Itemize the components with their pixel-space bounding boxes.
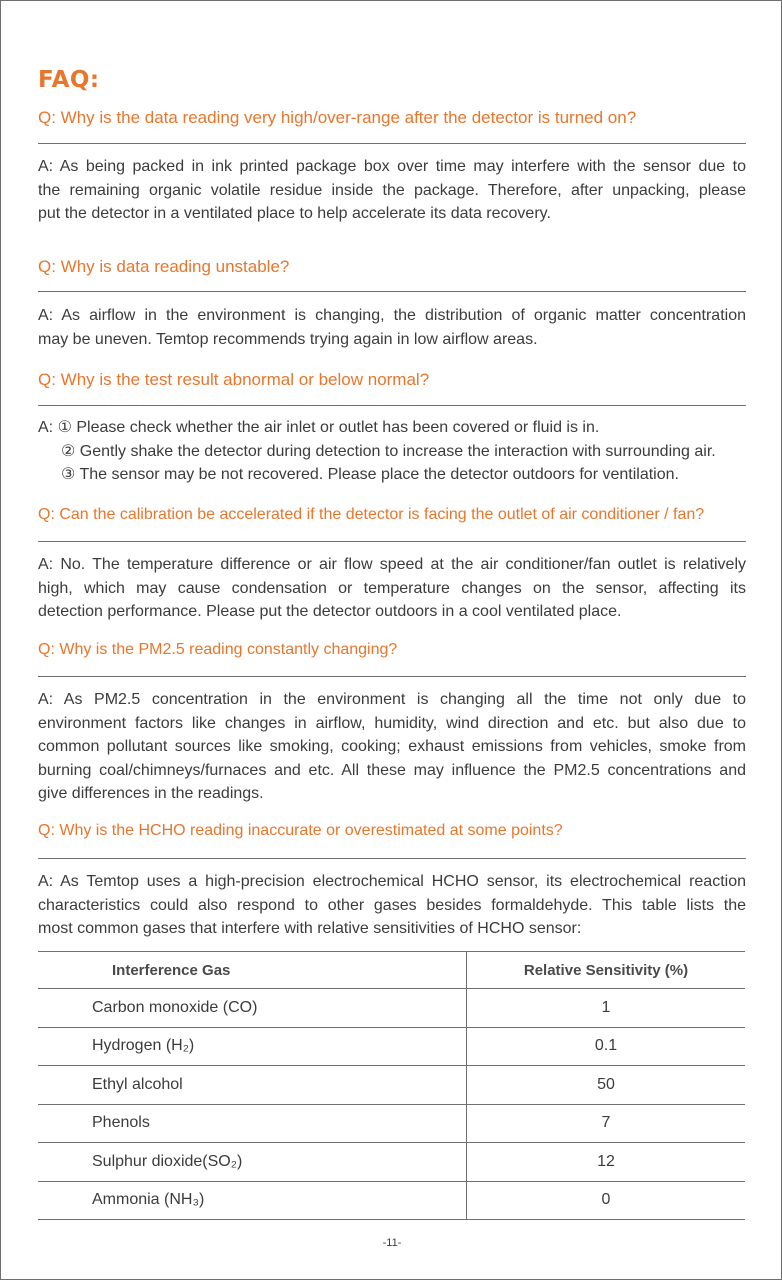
answer-line: characteristics could also respond to other gases besides formaldehyde. This table lists the xyxy=(38,896,746,914)
sensitivity-value: 12 xyxy=(467,1143,746,1182)
gas-name: Ammonia (NH₃) xyxy=(38,1181,467,1220)
faq-question-2: Q: Why is data reading unstable? xyxy=(38,257,290,276)
faq-question-6: Q: Why is the HCHO reading inaccurate or overestimated at some points? xyxy=(38,822,563,839)
sensitivity-value: 0.1 xyxy=(467,1027,746,1066)
answer-line: put the detector in a ventilated place to help accelerate its data recovery. xyxy=(38,205,551,222)
answer-line: A: No. The temperature difference or air flow speed at the air conditioner/fan outlet is relatively xyxy=(38,556,746,573)
faq-answer-4 xyxy=(38,553,746,624)
faq-answer-3 xyxy=(38,416,746,487)
sensitivity-value: 7 xyxy=(467,1104,746,1143)
interference-gas-table xyxy=(38,951,745,1220)
sensitivity-value: 1 xyxy=(467,989,746,1028)
faq-answer-1 xyxy=(38,155,746,226)
gas-name: Ethyl alcohol xyxy=(38,1066,467,1105)
column-header-gas: Interference Gas xyxy=(38,952,467,989)
answer-line: ② Gently shake the detector during detection to increase the interaction with surrounding air. xyxy=(61,442,716,460)
answer-line: environment factors like changes in airflow, humidity, wind direction and etc. but also due to xyxy=(38,714,746,732)
table-header-row xyxy=(38,952,745,989)
divider xyxy=(38,291,746,292)
answer-line: the remaining organic volatile residue inside the package. Therefore, after unpacking, please xyxy=(38,181,746,199)
sensitivity-value: 50 xyxy=(467,1066,746,1105)
faq-question-1: Q: Why is the data reading very high/over-range after the detector is turned on? xyxy=(38,108,637,127)
gas-name: Hydrogen (H₂) xyxy=(38,1027,467,1066)
column-header-sensitivity: Relative Sensitivity (%) xyxy=(467,952,746,989)
answer-line: A: ① Please check whether the air inlet or outlet has been covered or fluid is in. xyxy=(38,419,600,436)
faq-question-4: Q: Can the calibration be accelerated if the detector is facing the outlet of air conditioner / fan? xyxy=(38,506,705,523)
answer-line: A: As being packed in ink printed package box over time may interfere with the sensor due to xyxy=(38,158,746,175)
table-row xyxy=(38,1027,745,1066)
answer-line: A: As airflow in the environment is changing, the distribution of organic matter concentration xyxy=(38,307,746,324)
table-row xyxy=(38,989,745,1028)
table-row xyxy=(38,1181,745,1220)
faq-question-5: Q: Why is the PM2.5 reading constantly changing? xyxy=(38,641,398,658)
faq-answer-5 xyxy=(38,688,746,806)
answer-line: high, which may cause condensation or temperature changes on the sensor, affecting its xyxy=(38,579,746,597)
gas-name: Phenols xyxy=(38,1104,467,1143)
faq-answer-6 xyxy=(38,870,746,941)
divider xyxy=(38,676,746,677)
faq-answer-2 xyxy=(38,304,746,351)
answer-line: may be uneven. Temtop recommends trying again in low airflow areas. xyxy=(38,330,538,348)
faq-heading: FAQ: xyxy=(38,67,100,93)
divider xyxy=(38,143,746,144)
table-row xyxy=(38,1104,745,1143)
answer-line: most common gases that interfere with relative sensitivities of HCHO sensor: xyxy=(38,920,582,937)
answer-line: detection performance. Please put the detector outdoors in a cool ventilated place. xyxy=(38,603,622,620)
faq-question-3: Q: Why is the test result abnormal or below normal? xyxy=(38,370,430,389)
answer-line: A: As PM2.5 concentration in the environment is changing all the time not only due to xyxy=(38,691,746,708)
answer-line: ③ The sensor may be not recovered. Please place the detector outdoors for ventilation. xyxy=(61,466,679,483)
gas-name: Sulphur dioxide(SO₂) xyxy=(38,1143,467,1182)
divider xyxy=(38,858,746,859)
divider xyxy=(38,405,746,406)
table-row xyxy=(38,1066,745,1105)
answer-line: burning coal/chimneys/furnaces and etc. All these may influence the PM2.5 concentrations and xyxy=(38,761,746,779)
answer-line: A: As Temtop uses a high-precision electrochemical HCHO sensor, its electrochemical reaction xyxy=(38,873,746,890)
table-row xyxy=(38,1143,745,1182)
gas-name: Carbon monoxide (CO) xyxy=(38,989,467,1028)
page-number: -11- xyxy=(382,1237,402,1249)
sensitivity-value: 0 xyxy=(467,1181,746,1220)
divider xyxy=(38,541,746,542)
answer-line: common pollutant sources like smoking, cooking; exhaust emissions from vehicles, smoke from xyxy=(38,738,746,755)
answer-line: give differences in the readings. xyxy=(38,785,264,802)
